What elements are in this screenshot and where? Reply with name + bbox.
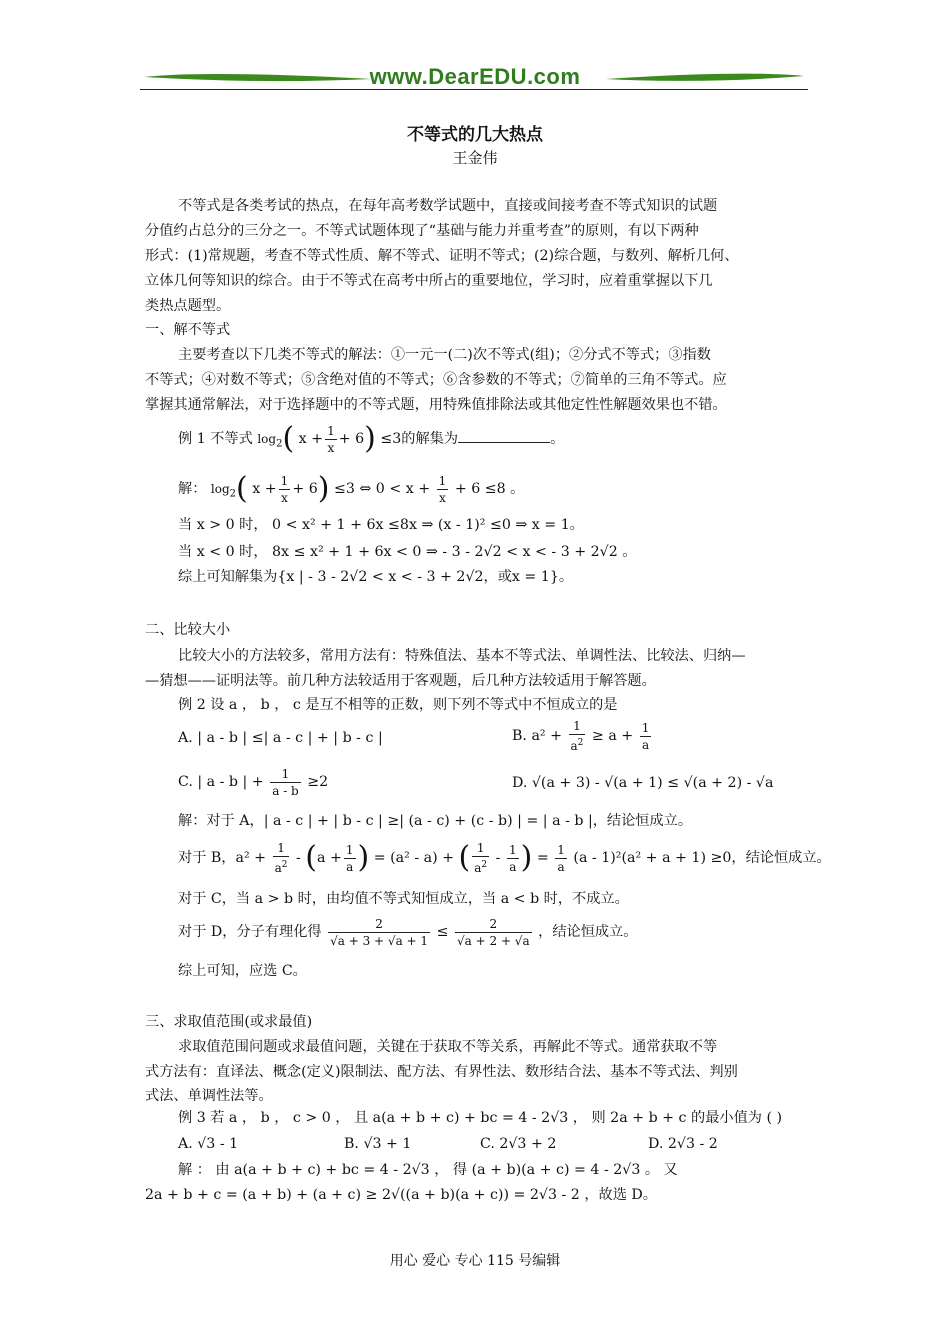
- case-positive: 当 x > 0 时， 0 < x² + 1 + 6x ≤8x ⇒ (x - 1)² ≤0 ⇒ x = 1。: [178, 517, 584, 533]
- solution-line: 2a + b + c = (a + b) + (a + c) ≥ 2√((a + b)(a + c)) = 2√3 - 2 ，故选 D。: [145, 1187, 657, 1203]
- page-footer: 用心 爱心 专心 115 号编辑: [389, 1253, 561, 1269]
- section-heading: 一、解不等式: [145, 322, 231, 338]
- section-heading: 三、求取值范围(或求最值): [145, 1014, 313, 1030]
- conclusion: 综上可知解集为{x | - 3 - 2√2 < x < - 3 + 2√2，或x = 1}。: [178, 569, 574, 585]
- option-c: C. 2√3 + 2: [480, 1136, 557, 1152]
- body-line: 求取值范围问题或求最值问题，关键在于获取不等关系，再解此不等式。通常获取不等: [178, 1039, 718, 1055]
- solution-c: 对于 C，当 a > b 时，由均值不等式知恒成立，当 a < b 时，不成立。: [178, 891, 629, 907]
- solution-1: 解： $\log_2$( x + $\frac{1}{x}$ + 6) ≤3 ⇔ 0 < x + $\frac{1}{x}$ + 6 ≤8 。: [178, 471, 525, 506]
- intro-line: 分值约占总分的三分之一。不等式试题体现了“基础与能力并重考查”的原则，有以下两种: [145, 223, 699, 239]
- green-swoosh-left-icon: [144, 70, 374, 84]
- solution-d: 对于 D，分子有理化得 $\frac{2}{√a + 3 + √a + 1}$ ≤ $\frac{2}{√a + 2 + √a}$ ，结论恒成立。: [178, 916, 638, 948]
- example-text: ≤3的解集为: [380, 431, 459, 447]
- site-logo[interactable]: www.DearEDU.com: [369, 64, 581, 89]
- case-negative: 当 x < 0 时， 8x ≤ x² + 1 + 6x < 0 ⇒ - 3 - 2√2 < x < - 3 + 2√2 。: [178, 544, 637, 560]
- example-2: 例 2 设 a ， b ， c 是互不相等的正数，则下列不等式中不恒成立的是: [178, 697, 618, 713]
- intro-line: 不等式是各类考试的热点，在每年高考数学试题中，直接或间接考查不等式知识的试题: [178, 198, 718, 214]
- option-d: D. √(a + 3) - √(a + 1) ≤ √(a + 2) - √a: [512, 775, 774, 791]
- header-rule: [140, 89, 808, 90]
- body-line: 式方法有：直译法、概念(定义)限制法、配方法、有界性法、数形结合法、基本不等式法、判别: [145, 1064, 738, 1080]
- example-label: 例 1 不等式: [178, 431, 253, 447]
- answer-blank: [458, 428, 550, 443]
- option-b: B. √3 + 1: [344, 1136, 412, 1152]
- site-header: [140, 62, 808, 94]
- intro-line: 形式：(1)常规题，考查不等式性质、解不等式、证明不等式；(2)综合题，与数列、解析几何、: [145, 248, 739, 264]
- example-3: 例 3 若 a ， b ， c > 0 ， 且 a(a + b + c) + bc = 4 - 2√3 ， 则 2a + b + c 的最小值为 ( ): [178, 1110, 783, 1126]
- intro-line: 立体几何等知识的综合。由于不等式在高考中所占的重要地位，学习时，应着重掌握以下几: [145, 273, 713, 289]
- section-heading: 二、比较大小: [145, 622, 231, 638]
- body-line: 掌握其通常解法，对于选择题中的不等式题，用特殊值排除法或其他定性性解题效果也不错。: [145, 397, 727, 413]
- option-a: A. √3 - 1: [178, 1136, 239, 1152]
- body-line: 比较大小的方法较多，常用方法有：特殊值法、基本不等式法、单调性法、比较法、归纳—: [178, 648, 746, 664]
- solution-line: 解 ： 由 a(a + b + c) + bc = 4 - 2√3 ， 得 (a + b)(a + c) = 4 - 2√3 。 又: [178, 1162, 678, 1178]
- intro-line: 类热点题型。: [145, 298, 231, 314]
- green-swoosh-right-icon: [604, 70, 804, 84]
- option-b: B. a² + $\frac{1}{a^2}$ ≥ a + $\frac{1}{a}$: [512, 719, 650, 753]
- solution-b: 对于 B，a² + $\frac{1}{a^2}$ - (a + $\frac{1}{a}$ ) = (a² - a) + ( $\frac{1}{a^2}$ - $\frac{1}{a}$ ) = $\frac{1}{a}$ (a - 1)²(a² + a + 1) ≥0，结论恒成立。: [178, 840, 831, 875]
- option-a: A. | a - b | ≤| a - c | + | b - c |: [178, 730, 383, 746]
- option-d: D. 2√3 - 2: [648, 1136, 718, 1152]
- body-line: —猜想——证明法等。前几种方法较适用于客观题，后几种方法较适用于解答题。: [145, 673, 656, 689]
- article-author: 王金伟: [452, 149, 498, 167]
- example-1: 例 1 不等式 $\log_2$( x + $\frac{1}{x}$ + 6) ≤3的解集为 。: [178, 421, 565, 456]
- body-line: 式法、单调性法等。: [145, 1088, 273, 1104]
- conclusion: 综上可知，应选 C。: [178, 963, 307, 979]
- option-c: C. | a - b | + $\frac{1}{a - b}$ ≥2: [178, 766, 329, 798]
- article-title: 不等式的几大热点: [407, 125, 543, 145]
- solution-a: 解：对于 A，| a - c | + | b - c | ≥| (a - c) + (c - b) | = | a - b |，结论恒成立。: [178, 813, 693, 829]
- body-line: 不等式；④对数不等式；⑤含绝对值的不等式；⑥含参数的不等式；⑦简单的三角不等式。应: [145, 372, 727, 388]
- body-line: 主要考查以下几类不等式的解法：①一元一(二)次不等式(组)；②分式不等式；③指数: [178, 347, 711, 363]
